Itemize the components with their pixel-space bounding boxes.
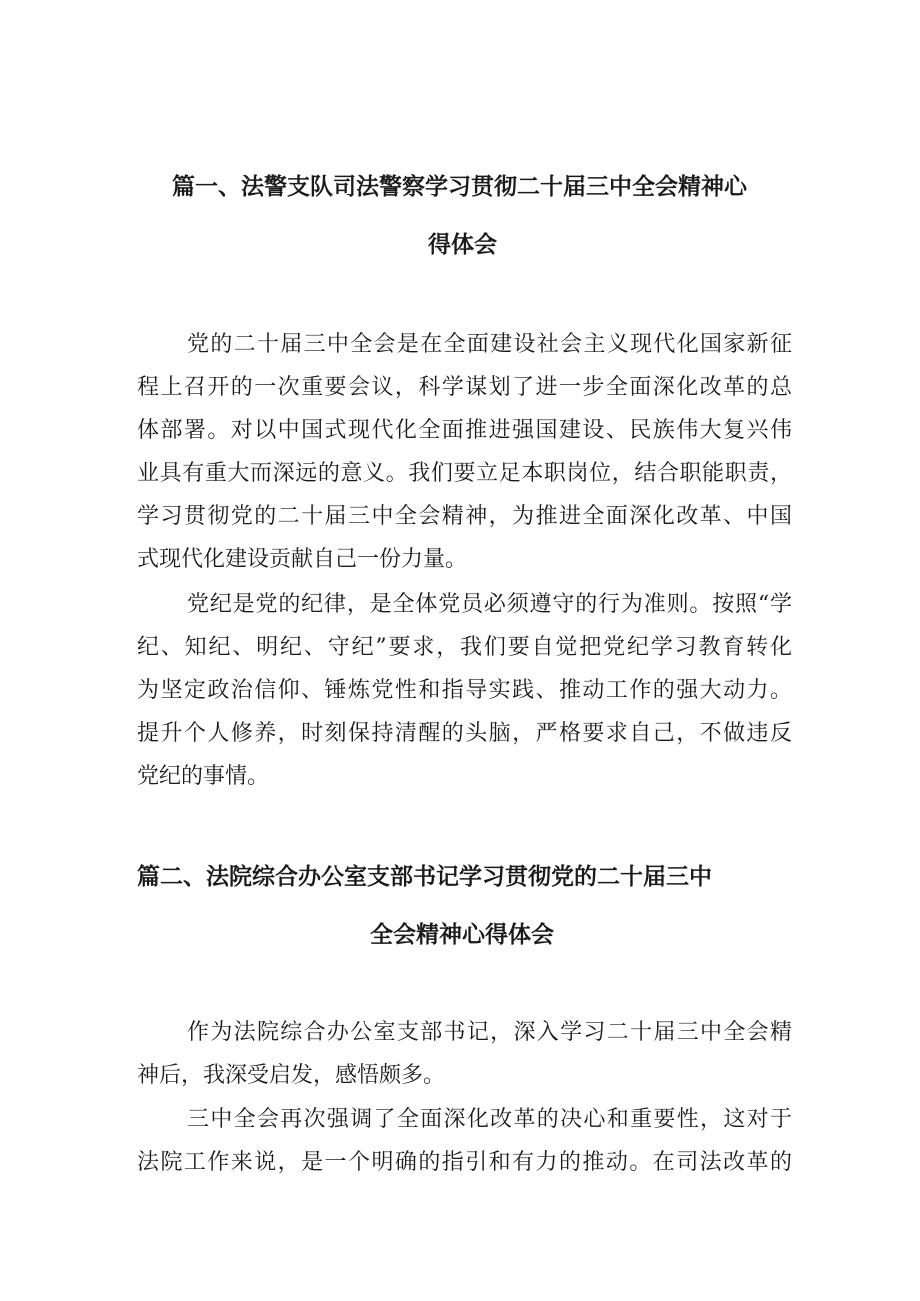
article2-title-line2: 全会精神心得体会 [370, 922, 554, 948]
article1-p1-line: 党的二十届三中全会是在全面建设社会主义现代化国家新征 [187, 332, 792, 357]
article1-p2-line: 提升个人修养，时刻保持清醒的头脑，严格要求自己，不做违反 [137, 721, 792, 746]
article1-p2-line: 为坚定政治信仰、锤炼党性和指导实践、推动工作的强大动力。 [137, 678, 792, 703]
article1-p2-line: 纪、知纪、明纪、守纪”要求，我们要自觉把党纪学习教育转化 [137, 635, 792, 660]
article1-p2-line: 党纪是党的纪律，是全体党员必须遵守的行为准则。按照“学 [187, 592, 792, 617]
article1-title-line1: 篇一、法警支队司法警察学习贯彻二十届三中全会精神心 [172, 174, 747, 200]
article1-title-line2: 得体会 [428, 232, 497, 258]
article2-p1-line: 作为法院综合办公室支部书记，深入学习二十届三中全会精 [187, 1020, 792, 1045]
article1-p1-line: 业具有重大而深远的意义。我们要立足本职岗位，结合职能职责， [137, 461, 792, 486]
article2-title-line1: 篇二、法院综合办公室支部书记学习贯彻党的二十届三中 [137, 864, 712, 890]
article2-p2-line: 三中全会再次强调了全面深化改革的决心和重要性，这对于 [187, 1107, 792, 1132]
article1-p2-line: 党纪的事情。 [137, 764, 270, 789]
article1-p1-line: 体部署。对以中国式现代化全面推进强国建设、民族伟大复兴伟 [137, 418, 792, 443]
article1-p1-line: 学习贯彻党的二十届三中全会精神，为推进全面深化改革、中国 [137, 504, 792, 529]
article2-p1-line: 神后，我深受启发，感悟颇多。 [137, 1063, 446, 1088]
article1-p1-line: 式现代化建设贡献自己一份力量。 [137, 547, 468, 572]
article1-p1-line: 程上召开的一次重要会议，科学谋划了进一步全面深化改革的总 [137, 375, 792, 400]
article2-p2-line: 法院工作来说，是一个明确的指引和有力的推动。在司法改革的 [137, 1150, 792, 1175]
